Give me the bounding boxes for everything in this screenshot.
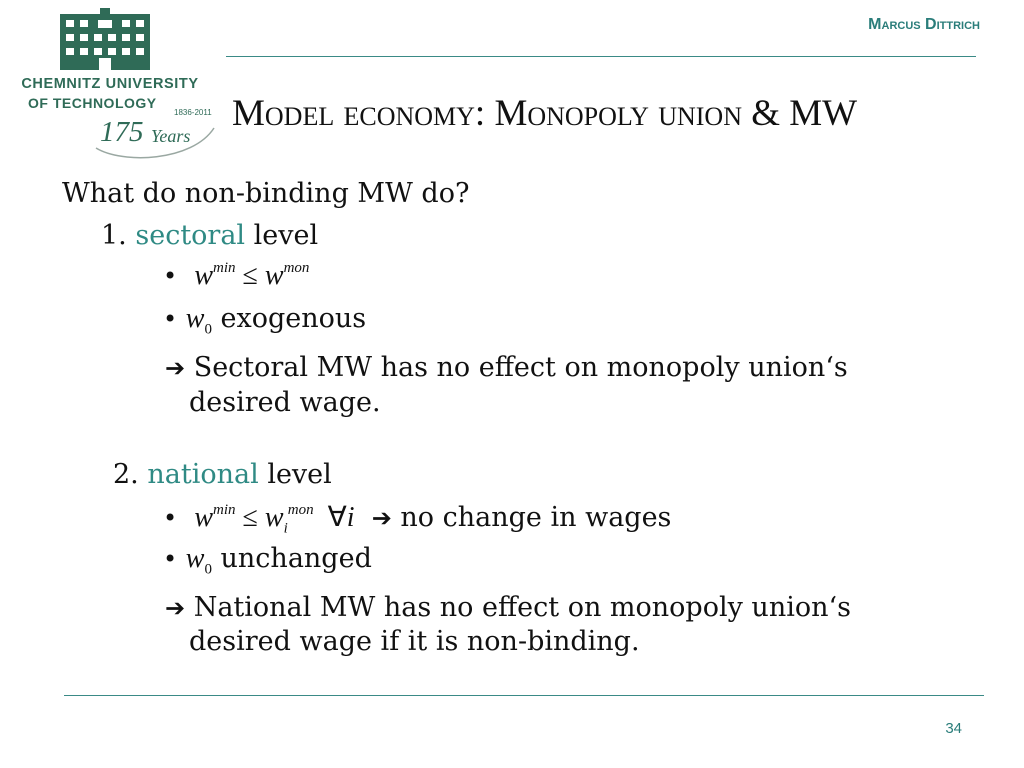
section1-bullet2-text: exogenous xyxy=(220,303,367,334)
bullet-icon: • xyxy=(163,545,178,573)
university-logo xyxy=(8,4,218,154)
section2-heading xyxy=(113,459,332,490)
logo-university-name: CHEMNITZ UNIVERSITY xyxy=(21,76,199,92)
section1-rest: level xyxy=(253,220,319,251)
section2-bullet2-text: unchanged xyxy=(220,543,372,574)
section1-bullet2 xyxy=(163,303,366,339)
question-text: What do non-binding MW do? xyxy=(62,178,470,209)
section1-bullet1 xyxy=(163,260,309,292)
formula-w0: $w_0$ xyxy=(185,543,212,578)
section2-bullet1 xyxy=(163,500,671,538)
logo-university-subtitle: OF TECHNOLOGY xyxy=(28,95,157,111)
slide-title: Model economy: Monopoly union & MW xyxy=(232,93,858,134)
arrow-right-icon: ➔ xyxy=(165,354,186,382)
arrow-right-icon: ➔ xyxy=(165,594,186,622)
formula-wmin-le-wimon: $w^{min} \le w_i^{mon}$ ∀i xyxy=(194,501,355,537)
logo-years-range: 1836-2011 xyxy=(174,108,212,117)
section2-keyword: national xyxy=(147,459,259,490)
section1-number: 1. xyxy=(101,220,127,251)
logo-anniversary-number: 175 xyxy=(100,116,144,148)
section2-bullet1-result: no change in wages xyxy=(400,502,672,533)
author-name: Marcus Dittrich xyxy=(868,16,980,33)
footer-divider xyxy=(64,695,984,696)
section1-conclusion-line1: Sectoral MW has no effect on monopoly union‘s xyxy=(193,352,848,383)
arrow-right-icon: ➔ xyxy=(371,504,392,532)
bullet-icon: • xyxy=(163,504,178,532)
section2-rest: level xyxy=(267,459,332,490)
section2-bullet2 xyxy=(163,543,372,579)
logo-anniversary-word: Years xyxy=(151,126,191,146)
header-divider xyxy=(226,56,976,57)
section2-conclusion-line2: desired wage if it is non-binding. xyxy=(189,626,640,657)
building-logo-icon xyxy=(60,8,150,70)
section2-conclusion-line1: National MW has no effect on monopoly union‘s xyxy=(193,592,851,623)
section1-conclusion xyxy=(165,352,848,383)
section2-number: 2. xyxy=(113,459,139,490)
bullet-icon: • xyxy=(163,305,178,333)
page-number: 34 xyxy=(945,720,962,737)
formula-w0: $w_0$ xyxy=(185,303,212,338)
section1-heading xyxy=(101,220,318,251)
bullet-icon: • xyxy=(163,262,178,290)
section1-conclusion-line2: desired wage. xyxy=(189,387,381,418)
section1-keyword: sectoral xyxy=(135,220,246,251)
section2-conclusion xyxy=(165,592,851,623)
formula-wmin-le-wmon: $w^{min} \le w^{mon}$ xyxy=(194,259,310,291)
